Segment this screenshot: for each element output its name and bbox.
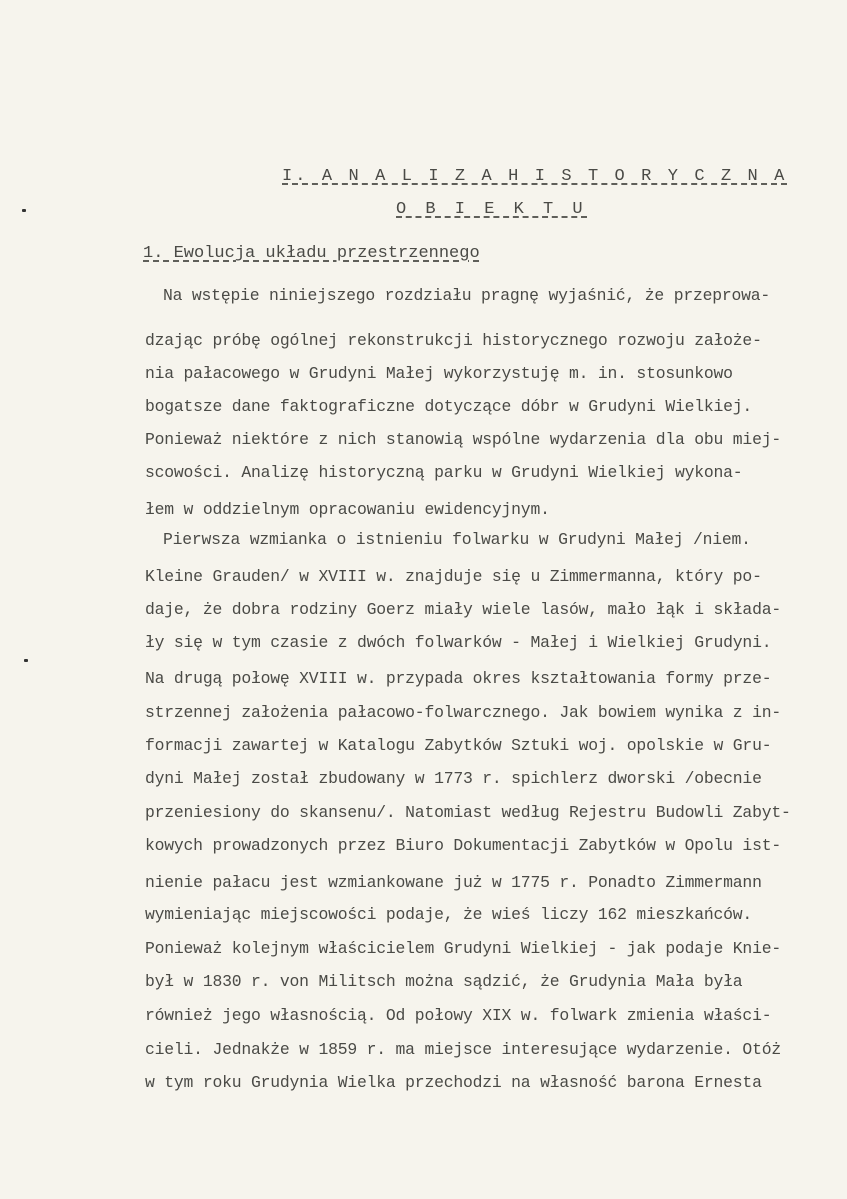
text-line-18: nienie pałacu jest wzmiankowane już w 1775 r. Ponadto Zimmermann [145, 873, 762, 892]
text-line-23: cieli. Jednakże w 1859 r. ma miejsce interesujące wydarzenie. Otóż [145, 1040, 781, 1059]
text-line-13: strzennej założenia pałacowo-folwarcznego. Jak bowiem wynika z in- [145, 703, 781, 722]
margin-mark-middle [24, 659, 28, 662]
text-line-15: dyni Małej został zbudowany w 1773 r. spichlerz dworski /obecnie [145, 769, 762, 788]
section-heading: 1. Ewolucja układu przestrzennego [143, 244, 480, 263]
text-line-4: bogatsze dane faktograficzne dotyczące dóbr w Grudyni Wielkiej. [145, 397, 753, 416]
text-line-2: dzając próbę ogólnej rekonstrukcji historycznego rozwoju założe- [145, 331, 762, 350]
text-line-16: przeniesiony do skansenu/. Natomiast według Rejestru Budowli Zabyt- [145, 803, 791, 822]
text-line-12: Na drugą połowę XVIII w. przypada okres kształtowania formy prze- [145, 669, 772, 688]
document-subtitle: O B I E K T U [396, 200, 588, 219]
text-line-22: również jego własnością. Od połowy XIX w. folwark zmienia właści- [145, 1006, 772, 1025]
text-line-24: w tym roku Grudynia Wielka przechodzi na własność barona Ernesta [145, 1073, 762, 1092]
text-line-7: łem w oddzielnym opracowaniu ewidencyjnym. [145, 500, 550, 519]
text-line-1: Na wstępie niniejszego rozdziału pragnę wyjaśnić, że przeprowa- [163, 286, 771, 305]
text-line-17: kowych prowadzonych przez Biuro Dokumentacji Zabytków w Opolu ist- [145, 836, 781, 855]
text-line-9: Kleine Grauden/ w XVIII w. znajduje się u Zimmermanna, który po- [145, 567, 762, 586]
text-line-8: Pierwsza wzmianka o istnieniu folwarku w Grudyni Małej /niem. [163, 530, 751, 549]
text-line-11: ły się w tym czasie z dwóch folwarków - Małej i Wielkiej Grudyni. [145, 633, 772, 652]
text-line-3: nia pałacowego w Grudyni Małej wykorzystuję m. in. stosunkowo [145, 364, 733, 383]
text-line-10: daje, że dobra rodziny Goerz miały wiele lasów, mało łąk i składa- [145, 600, 781, 619]
text-line-21: był w 1830 r. von Militsch można sądzić, że Grudynia Mała była [145, 972, 743, 991]
text-line-5: Ponieważ niektóre z nich stanowią wspólne wydarzenia dla obu miej- [145, 430, 781, 449]
text-line-14: formacji zawartej w Katalogu Zabytków Sztuki woj. opolskie w Gru- [145, 736, 772, 755]
margin-mark-top [22, 209, 26, 212]
text-line-6: scowości. Analizę historyczną parku w Grudyni Wielkiej wykona- [145, 463, 743, 482]
text-line-19: wymieniając miejscowości podaje, że wieś liczy 162 mieszkańców. [145, 905, 753, 924]
document-title: I. A N A L I Z A H I S T O R Y C Z N A [282, 167, 788, 186]
text-line-20: Ponieważ kolejnym właścicielem Grudyni Wielkiej - jak podaje Knie- [145, 939, 781, 958]
